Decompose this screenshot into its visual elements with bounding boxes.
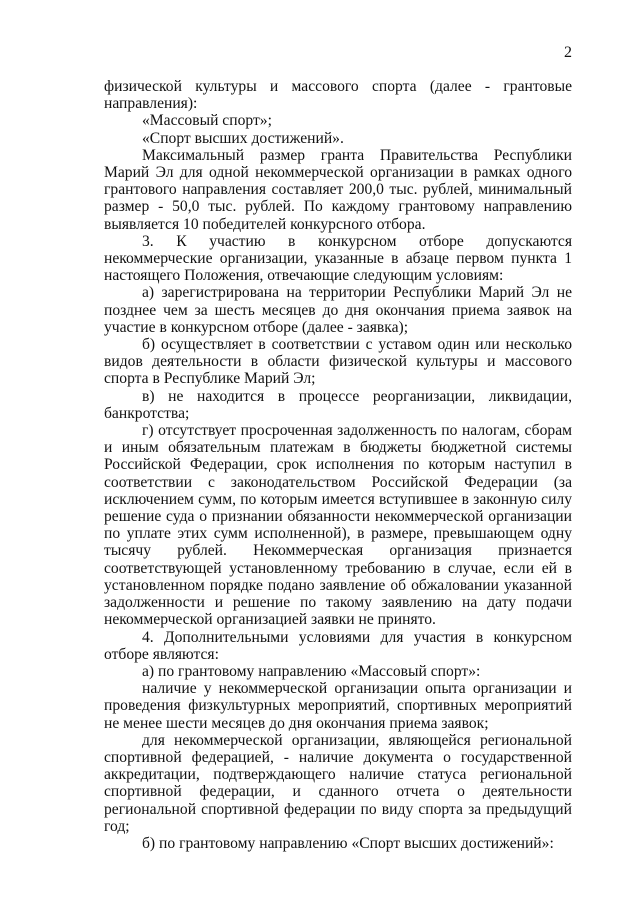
condition-b: б) осуществляет в соответствии с уставом один или несколько видов деятельности в области физической культуры и массового спорта в Республике Марий Эл; — [104, 336, 572, 388]
condition-a: а) зарегистрирована на территории Республики Марий Эл не позднее чем за шесть месяцев до дня окончания приема заявок на участие в конкурсном отборе (далее - заявка); — [104, 284, 572, 336]
paragraph-4-additional-conditions: 4. Дополнительными условиями для участия в конкурсном отборе являются: — [104, 628, 572, 663]
condition-v: в) не находится в процессе реорганизации, ликвидации, банкротства; — [104, 387, 572, 422]
list-item-mass-sport: «Массовый спорт»; — [142, 112, 272, 130]
page-number: 2 — [564, 44, 572, 61]
direction-b-heading: б) по грантовому направлению «Спорт высших достижений»: — [142, 834, 554, 852]
paragraph-3-eligibility: 3. К участию в конкурсном отборе допускаются некоммерческие организации, указанные в абзаце первом пункта 1 настоящего Положения, отвечающие следующим условиям: — [104, 232, 572, 285]
direction-a-heading: а) по грантовому направлению «Массовый спорт»: — [142, 662, 481, 680]
paragraph-continuation: физической культуры и массового спорта (далее - грантовые направления): — [104, 78, 572, 113]
document-body — [104, 78, 572, 852]
condition-g: г) отсутствует просроченная задолженность по налогам, сборам и иным обязательным платежам в бюджеты бюджетной системы Российской Федерации, срок исполнения по которым наступил в соответствии с законодательством Российской Федерации (за исключением сумм, по которым имеется вступившее в законную силу решение суда о признании обязанности некоммерческой организации по уплате этих сумм исполненной), в размере, превышающем одну тысячу рублей. Некоммерческая организация признается соответствующей установленному требованию в случае, если ей в установленном порядке подано заявление об обжаловании указанной задолженности и решение по такому заявлению на дату подачи некоммерческой организацией заявки не принято. — [104, 422, 572, 629]
direction-a-federation: для некоммерческой организации, являющейся региональной спортивной федерацией, - наличие документа о государственной аккредитации, подтверждающего наличие статуса региональной спортивной федерации, и сданного отчета о деятельности региональной спортивной федерации по виду спорта за предыдущий год; — [104, 731, 572, 835]
list-item-elite-sport: «Спорт высших достижений». — [142, 129, 344, 147]
paragraph-grant-size: Максимальный размер гранта Правительства Республики Марий Эл для одной некоммерческой организации в рамках одного грантового направления составляет 200,0 тыс. рублей, минимальный размер - 50,0 тыс. рублей. По каждому грантовому направлению выявляется 10 победителей конкурсного отбора. — [104, 146, 572, 233]
direction-a-experience: наличие у некоммерческой организации опыта организации и проведения физкультурных мероприятий, спортивных мероприятий не менее шести месяцев до дня окончания приема заявок; — [104, 680, 572, 732]
